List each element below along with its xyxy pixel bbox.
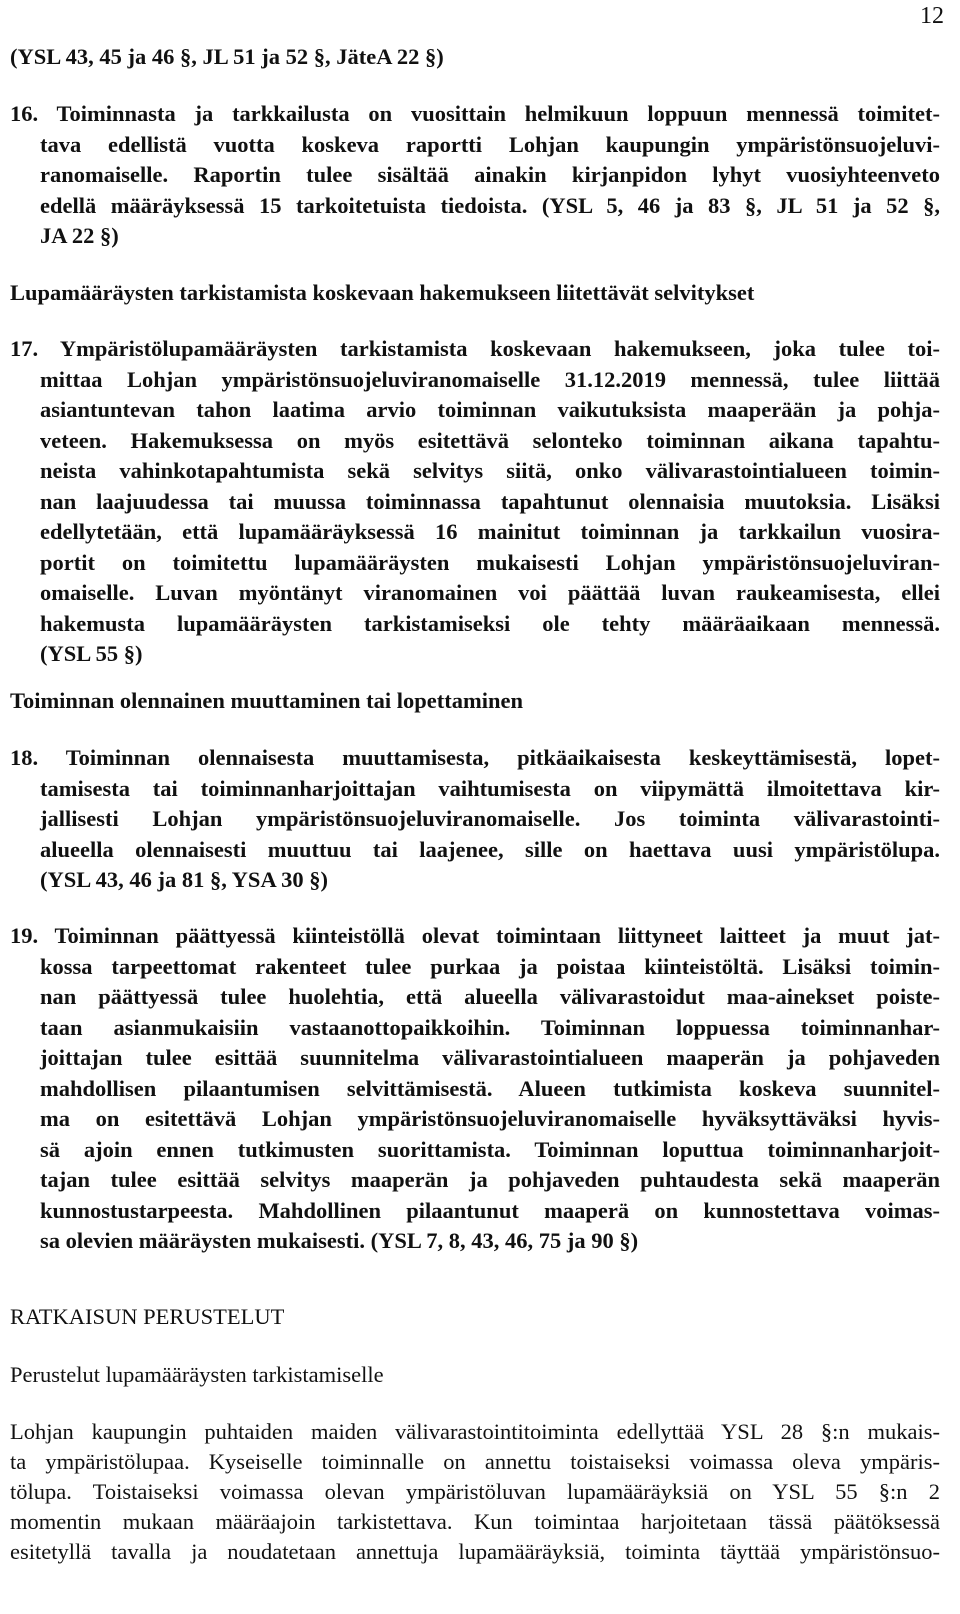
paragraph-line: ranomaiselle. Raportin tulee sisältää ainakin kirjanpidon lyhyt vuosiyhteenveto — [40, 162, 940, 187]
paragraph-line: taan asianmukaisiin vastaanottopaikkoihin. Toiminnan loppuessa toiminnanhar- — [40, 1014, 940, 1040]
paragraph-line: neista vahinkotapahtumista sekä selvitys siitä, onko välivarastointialueen toimin- — [40, 458, 940, 483]
paragraph-19 — [10, 921, 940, 1257]
paragraph-line: nan päättyessä tulee huolehtia, että alueella välivarastoidut maa-ainekset poiste- — [40, 984, 940, 1009]
paragraph-line: nan laajuudessa tai muussa toiminnassa tapahtunut olennaisia muutoksia. Lisäksi — [40, 488, 940, 514]
section-heading-ratkaisun-perustelut: RATKAISUN PERUSTELUT — [10, 1304, 285, 1329]
paragraph-line: sä ajoin ennen tutkimusten suorittamista. Toiminnan loputtua toiminnanharjoit- — [40, 1136, 940, 1162]
subsection-heading-perustelut: Perustelut lupamääräysten tarkistamiselle — [10, 1362, 384, 1387]
paragraph-line: mahdollisen pilaantumisen selvittämisestä. Alueen tutkimista koskeva suunnitel- — [40, 1075, 940, 1101]
paragraph-line: Lohjan kaupungin puhtaiden maiden välivarastointitoiminta edellyttää YSL 28 §:n mukais- — [10, 1419, 940, 1444]
paragraph-line: 18. Toiminnan olennaisesta muuttamisesta, pitkäaikaisesta keskeyttämisestä, lopet- — [10, 745, 940, 770]
paragraph-line: JA 22 §) — [40, 223, 119, 248]
paragraph-line: ma on esitettävä Lohjan ympäristönsuojeluviranomaiselle hyväksyttäväksi hyvis- — [40, 1106, 940, 1131]
paragraph-17 — [10, 334, 940, 670]
paragraph-line: 17. Ympäristölupamääräysten tarkistamista koskevaan hakemukseen, joka tulee toi- — [10, 336, 940, 361]
paragraph-line: tölupa. Toistaiseksi voimassa olevan ympäristöluvan lupamääräyksiä on YSL 55 §:n 2 — [10, 1479, 940, 1504]
top-reference — [10, 42, 940, 73]
paragraph-line: jallisesti Lohjan ympäristönsuojeluviranomaiselle. Jos toiminta välivarastointi- — [40, 806, 940, 831]
paragraph-line: alueella olennaisesti muuttuu tai laajenee, sille on haettava uusi ympäristölupa. — [40, 836, 940, 862]
paragraph-line: (YSL 43, 46 ja 81 §, YSA 30 §) — [40, 867, 328, 892]
paragraph-line: esitetyllä tavalla ja noudatetaan annettuja lupamääräyksiä, toiminta täyttää ympäristönsuo- — [10, 1539, 940, 1564]
paragraph-line: 16. Toiminnasta ja tarkkailusta on vuosittain helmikuun loppuun mennessä toimitet- — [10, 101, 940, 126]
paragraph-line: tajan tulee esittää selvitys maaperän ja pohjaveden puhtaudesta sekä maaperän — [40, 1167, 940, 1192]
paragraph-line: (YSL 55 §) — [40, 641, 143, 666]
section-heading-muuttaminen: Toiminnan olennainen muuttaminen tai lopettaminen — [10, 688, 524, 713]
paragraph-line: hakemusta lupamääräysten tarkistamiseksi ole tehty määräaikaan mennessä. — [40, 610, 940, 636]
section-heading-lupamaaraykset: Lupamääräysten tarkistamista koskevaan hakemukseen liitettävät selvitykset — [10, 280, 755, 305]
paragraph-line: kunnostustarpeesta. Mahdollinen pilaantunut maaperä on kunnostettava voimas- — [40, 1197, 940, 1223]
paragraph-perustelut — [10, 1417, 940, 1567]
paragraph-line: joittajan tulee esittää suunnitelma välivarastointialueen maaperän ja pohjaveden — [40, 1045, 940, 1070]
paragraph-line: tamisesta tai toiminnanharjoittajan vaihtumisesta on viipymättä ilmoitettava kir- — [40, 775, 940, 801]
paragraph-line: 19. Toiminnan päättyessä kiinteistöllä olevat toimintaan liittyneet laitteet ja muut jat- — [10, 923, 940, 948]
paragraph-line: ta ympäristölupaa. Kyseiselle toiminnalle on annettu toistaiseksi voimassa oleva ympäris- — [10, 1449, 940, 1474]
paragraph-line: omaiselle. Luvan myöntänyt viranomainen voi päättää luvan raukeamisesta, ellei — [40, 580, 940, 605]
paragraph-line: edellytetään, että lupamääräyksessä 16 mainitut toiminnan ja tarkkailun vuosira- — [40, 519, 940, 544]
paragraph-line: sa olevien määräysten mukaisesti. (YSL 7, 8, 43, 46, 75 ja 90 §) — [40, 1228, 639, 1253]
page-number: 12 — [920, 3, 944, 29]
paragraph-line: tava edellistä vuotta koskeva raportti Lohjan kaupungin ympäristönsuojeluvi- — [40, 131, 940, 157]
reference-line: (YSL 43, 45 ja 46 §, JL 51 ja 52 §, JäteA 22 §) — [10, 44, 444, 69]
paragraph-line: edellä määräyksessä 15 tarkoitetuista tiedoista. (YSL 5, 46 ja 83 §, JL 51 ja 52 §, — [40, 192, 940, 218]
paragraph-line: kossa tarpeettomat rakenteet tulee purkaa ja poistaa kiinteistöltä. Lisäksi toimin- — [40, 953, 940, 979]
paragraph-line: momentin mukaan määräajoin tarkistettava. Kun toimintaa harjoitetaan tässä päätöksessä — [10, 1509, 940, 1534]
paragraph-18 — [10, 743, 940, 896]
paragraph-16 — [10, 99, 940, 252]
paragraph-line: mittaa Lohjan ympäristönsuojeluviranomaiselle 31.12.2019 mennessä, tulee liittää — [40, 366, 940, 392]
paragraph-line: asiantuntevan tahon laatima arvio toiminnan vaikutuksista maaperään ja pohja- — [40, 397, 940, 422]
paragraph-line: portit on toimitettu lupamääräysten mukaisesti Lohjan ympäristönsuojeluviran- — [40, 549, 940, 575]
paragraph-line: veteen. Hakemuksessa on myös esitettävä selonteko toiminnan aikana tapahtu- — [40, 427, 940, 453]
